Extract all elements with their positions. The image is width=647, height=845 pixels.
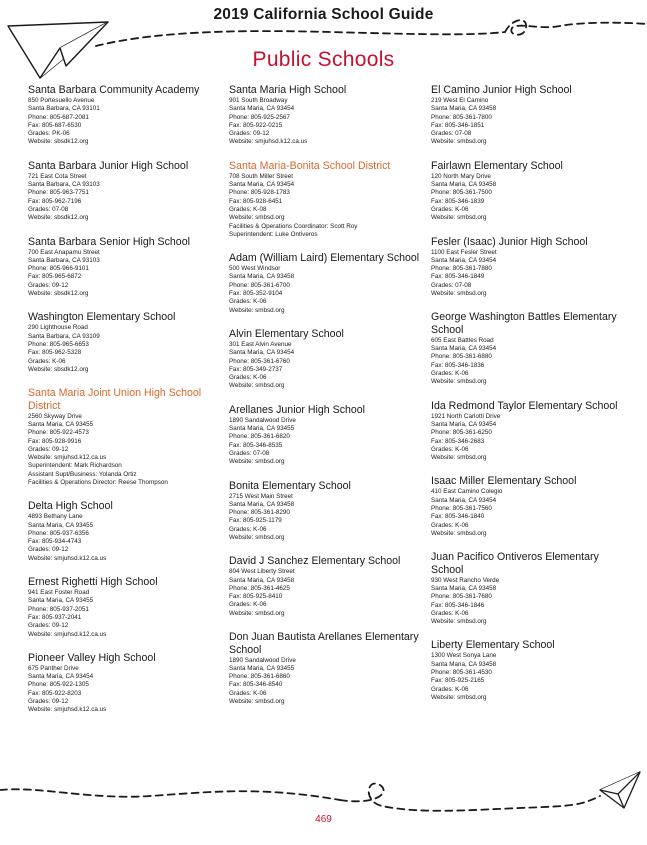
listing-detail-line: Fax: 805-925-8410 bbox=[229, 593, 283, 601]
school-listing bbox=[431, 639, 631, 702]
school-listing bbox=[431, 551, 631, 626]
school-name: Bonita Elementary School bbox=[229, 479, 351, 492]
listing-detail-line: 700 East Anapamu Street bbox=[28, 248, 100, 256]
school-name: Adam (William Laird) Elementary School bbox=[229, 252, 420, 265]
listing-detail-line: Fax: 805-346-1839 bbox=[431, 197, 485, 205]
school-name: Delta High School bbox=[28, 500, 113, 513]
school-listing bbox=[28, 500, 224, 563]
listing-column-1 bbox=[28, 84, 224, 728]
school-name: Arellanes Junior High School bbox=[229, 403, 366, 416]
listing-detail-line: Phone: 805-361-6880 bbox=[431, 353, 492, 361]
listing-detail-line: Santa Maria, CA 93458 bbox=[431, 181, 497, 189]
listing-detail-line: 804 West Liberty Street bbox=[229, 568, 295, 576]
listing-detail-line: Phone: 805-361-6820 bbox=[229, 433, 290, 441]
school-listing bbox=[229, 252, 426, 315]
listing-detail-line: Website: smbsd.org bbox=[229, 214, 285, 222]
district-name: Santa Maria-Bonita School District bbox=[229, 159, 391, 172]
listing-detail-line: 120 North Mary Drive bbox=[431, 172, 491, 180]
school-name: Isaac Miller Elementary School bbox=[431, 475, 577, 488]
listing-detail-line: Facilities & Operations Director: Reese Thompson bbox=[28, 479, 168, 486]
listing-detail-line: Fax: 805-346-1851 bbox=[431, 121, 485, 129]
school-listing bbox=[229, 631, 426, 706]
listing-detail-line: Fax: 805-352-9104 bbox=[229, 290, 283, 298]
listing-detail-line: Phone: 805-361-6250 bbox=[431, 429, 492, 437]
listing-detail-line: Santa Maria, CA 93454 bbox=[431, 256, 497, 264]
listing-detail-line: Fax: 805-346-8540 bbox=[229, 681, 283, 689]
listing-detail-line: Phone: 805-922-4573 bbox=[28, 429, 89, 437]
school-listing bbox=[431, 400, 631, 463]
listing-detail-line: Phone: 805-361-7880 bbox=[431, 265, 492, 273]
listing-detail-line: Grades: 09-12 bbox=[28, 622, 69, 630]
listing-detail-line: Website: smbsd.org bbox=[229, 458, 285, 466]
listing-detail-line: 901 South Broadway bbox=[229, 97, 288, 104]
school-name: Santa Maria High School bbox=[229, 84, 347, 96]
listing-detail-line: Phone: 805-928-1783 bbox=[229, 189, 290, 197]
listing-column-2 bbox=[229, 84, 426, 719]
section-title: Public Schools bbox=[252, 48, 395, 71]
district-listing bbox=[229, 160, 426, 239]
listing-detail-line: Website: smbsd.org bbox=[229, 698, 285, 706]
listing-detail-line: Santa Maria, CA 93458 bbox=[431, 660, 497, 668]
listing-detail-line: Phone: 805-361-7500 bbox=[431, 189, 492, 197]
listing-detail-line: 708 South Miller Street bbox=[229, 172, 294, 180]
school-name: George Washington Battles Elementary School bbox=[431, 311, 617, 336]
listing-detail-line: Grades: K-06 bbox=[431, 609, 469, 617]
listing-detail-line: 850 Portesuello Avenue bbox=[28, 97, 95, 104]
school-listing bbox=[229, 84, 426, 147]
listing-detail-line: Santa Maria, CA 93454 bbox=[431, 345, 497, 353]
listing-detail-line: Fax: 805-962-7196 bbox=[28, 197, 82, 205]
listing-detail-line: Fax: 805-346-1836 bbox=[431, 361, 485, 369]
school-listing bbox=[28, 576, 224, 639]
listing-detail-line: Grades: K-06 bbox=[28, 357, 66, 365]
school-name: Fairlawn Elementary School bbox=[431, 159, 563, 172]
listing-detail-line: Phone: 805-687-2081 bbox=[28, 113, 89, 121]
listing-detail-line: Phone: 805-965-6653 bbox=[28, 340, 89, 348]
listing-detail-line: Santa Maria, CA 93455 bbox=[28, 597, 94, 605]
listing-detail-line: Facilities & Operations Coordinator: Scott Roy bbox=[229, 222, 358, 230]
listing-column-3 bbox=[431, 84, 631, 715]
listing-detail-line: 2560 Skyway Drive bbox=[28, 412, 82, 420]
paper-airplane-small-icon bbox=[600, 772, 640, 808]
listing-detail-line: Santa Maria, CA 93454 bbox=[28, 673, 94, 681]
listing-detail-line: Fax: 805-925-2165 bbox=[431, 677, 485, 685]
school-name: Ida Redmond Taylor Elementary School bbox=[431, 399, 618, 412]
listing-detail-line: Website: sbsdk12.org bbox=[28, 214, 89, 222]
listing-detail-line: Website: smbsd.org bbox=[431, 214, 487, 222]
listing-detail-line: Grades: 09-12 bbox=[28, 445, 69, 453]
listing-detail-line: 219 West El Camino bbox=[431, 97, 489, 104]
listing-detail-line: Santa Maria, CA 93455 bbox=[229, 664, 295, 672]
school-listing bbox=[28, 311, 224, 374]
listing-detail-line: Website: smbsd.org bbox=[431, 290, 487, 298]
listing-detail-line: Santa Maria, CA 93455 bbox=[229, 425, 295, 433]
listing-detail-line: Website: smbsd.org bbox=[431, 618, 487, 626]
listing-detail-line: Grades: K-06 bbox=[229, 298, 267, 306]
listing-detail-line: Phone: 805-963-7751 bbox=[28, 189, 89, 197]
listing-detail-line: Santa Maria, CA 93454 bbox=[229, 349, 295, 357]
school-name: Santa Barbara Senior High School bbox=[28, 235, 190, 248]
listing-detail-line: Grades: 09-12 bbox=[28, 546, 69, 554]
listing-detail-line: Fax: 805-687-6530 bbox=[28, 121, 82, 129]
listing-detail-line: Website: smjuhsd.k12.ca.us bbox=[28, 706, 107, 714]
listing-detail-line: Grades: 09-12 bbox=[229, 130, 270, 138]
listing-detail-line: 1300 West Sonya Lane bbox=[431, 652, 497, 660]
listing-detail-line: Santa Maria, CA 93455 bbox=[28, 420, 94, 428]
school-listing bbox=[229, 404, 426, 467]
listing-detail-line: Website: smbsd.org bbox=[229, 306, 285, 314]
page-number: 469 bbox=[315, 814, 332, 825]
listing-detail-line: 721 East Cota Street bbox=[28, 172, 87, 180]
listing-detail-line: 301 East Alvin Avenue bbox=[229, 340, 292, 348]
listing-detail-line: Website: sbsdk12.org bbox=[28, 138, 89, 146]
listing-detail-line: Fax: 805-928-6451 bbox=[229, 197, 283, 205]
school-listing bbox=[28, 84, 224, 147]
listing-detail-line: Phone: 805-361-8290 bbox=[229, 509, 290, 517]
listing-detail-line: 2715 West Main Street bbox=[229, 492, 293, 500]
school-listing bbox=[229, 328, 426, 391]
listing-detail-line: Santa Maria, CA 93454 bbox=[229, 181, 295, 189]
listing-detail-line: Santa Maria, CA 93454 bbox=[431, 496, 497, 504]
school-listing bbox=[229, 480, 426, 543]
listing-detail-line: Fax: 805-349-2737 bbox=[229, 365, 283, 373]
school-name: Santa Barbara Junior High School bbox=[28, 159, 189, 172]
listing-detail-line: Phone: 805-361-7680 bbox=[431, 593, 492, 601]
listing-detail-line: 1921 North Carlotti Drive bbox=[431, 412, 501, 420]
listing-detail-line: Superintendent: Mark Richardson bbox=[28, 462, 122, 470]
listing-detail-line: Fax: 805-965-6872 bbox=[28, 273, 82, 281]
listing-detail-line: Grades: K-06 bbox=[229, 689, 267, 697]
listing-detail-line: Phone: 805-966-9101 bbox=[28, 265, 89, 273]
district-name: Santa Maria Joint Union High School District bbox=[28, 387, 202, 412]
school-name: David J Sanchez Elementary School bbox=[229, 555, 401, 568]
listing-detail-line: Fax: 805-922-8203 bbox=[28, 689, 82, 697]
listing-detail-line: Phone: 805-361-7800 bbox=[431, 113, 492, 121]
listing-detail-line: Fax: 805-962-5328 bbox=[28, 349, 82, 357]
school-name: Fesler (Isaac) Junior High School bbox=[431, 235, 588, 248]
listing-detail-line: Fax: 805-934-4743 bbox=[28, 538, 82, 546]
school-name: El Camino Junior High School bbox=[431, 84, 572, 96]
listing-detail-line: Phone: 805-361-6700 bbox=[229, 281, 290, 289]
listing-detail-line: 675 Panther Drive bbox=[28, 664, 79, 672]
listing-detail-line: Website: smjuhsd.k12.ca.us bbox=[229, 138, 308, 146]
listing-detail-line: Grades: K-06 bbox=[229, 601, 267, 609]
listing-detail-line: Grades: 07-08 bbox=[431, 281, 472, 289]
listing-detail-line: 290 Lighthouse Road bbox=[28, 324, 88, 332]
school-listing bbox=[28, 160, 224, 223]
listing-detail-line: Website: smjuhsd.k12.ca.us bbox=[28, 630, 107, 638]
listing-detail-line: Santa Barbara, CA 93109 bbox=[28, 332, 100, 340]
listing-detail-line: Grades: 07-08 bbox=[431, 130, 472, 138]
school-listing bbox=[28, 236, 224, 299]
listing-detail-line: Phone: 805-361-6760 bbox=[229, 357, 290, 365]
listing-detail-line: Santa Maria, CA 93458 bbox=[229, 500, 295, 508]
school-name: Pioneer Valley High School bbox=[28, 651, 156, 664]
listing-detail-line: Superintendent: Luke Ontiveros bbox=[229, 230, 318, 238]
listing-detail-line: Website: smjuhsd.k12.ca.us bbox=[28, 554, 107, 562]
listing-detail-line: 605 East Battles Road bbox=[431, 336, 494, 344]
listing-detail-line: Santa Barbara, CA 93101 bbox=[28, 105, 100, 113]
district-listing bbox=[28, 387, 224, 487]
school-name: Ernest Righetti High School bbox=[28, 576, 158, 589]
listing-detail-line: Phone: 805-937-2051 bbox=[28, 605, 89, 613]
listing-detail-line: Phone: 805-922-1305 bbox=[28, 681, 89, 689]
listing-detail-line: 4893 Bethany Lane bbox=[28, 513, 83, 521]
listing-detail-line: Fax: 805-346-1846 bbox=[431, 601, 485, 609]
listing-detail-line: Website: smbsd.org bbox=[229, 609, 285, 617]
listing-detail-line: Grades: K-06 bbox=[431, 445, 469, 453]
listing-detail-line: Fax: 805-922-0215 bbox=[229, 121, 283, 129]
listing-detail-line: Fax: 805-346-8535 bbox=[229, 441, 283, 449]
school-name: Washington Elementary School bbox=[28, 311, 176, 324]
listing-detail-line: Santa Maria, CA 93458 bbox=[431, 584, 497, 592]
listing-detail-line: Santa Maria, CA 93458 bbox=[431, 105, 497, 113]
guide-title: 2019 California School Guide bbox=[213, 6, 434, 23]
school-listing bbox=[431, 84, 631, 147]
listing-detail-line: Santa Barbara, CA 93103 bbox=[28, 181, 100, 189]
listing-detail-line: Website: sbsdk12.org bbox=[28, 290, 89, 298]
listing-detail-line: 930 West Rancho Verde bbox=[431, 576, 500, 584]
listing-detail-line: Website: smbsd.org bbox=[431, 454, 487, 462]
listing-detail-line: Fax: 805-346-1840 bbox=[431, 513, 485, 521]
listing-detail-line: Phone: 805-937-6356 bbox=[28, 529, 89, 537]
listing-detail-line: Grades: PK-06 bbox=[28, 130, 70, 138]
listing-detail-line: 410 East Camino Colegio bbox=[431, 488, 503, 496]
listing-detail-line: Grades: 09-12 bbox=[28, 281, 69, 289]
school-listing bbox=[28, 652, 224, 715]
listing-detail-line: Website: smjuhsd.k12.ca.us bbox=[28, 454, 107, 462]
listing-detail-line: Santa Maria, CA 93458 bbox=[229, 576, 295, 584]
listing-detail-line: Santa Maria, CA 93454 bbox=[229, 105, 295, 113]
listing-detail-line: 941 East Foster Road bbox=[28, 589, 90, 597]
listing-detail-line: Fax: 805-346-1849 bbox=[431, 273, 485, 281]
listing-detail-line: Website: sbsdk12.org bbox=[28, 365, 89, 373]
listing-detail-line: Santa Barbara, CA 93103 bbox=[28, 256, 100, 264]
listing-detail-line: Assistant Supt/Business: Yolanda Ortiz bbox=[28, 470, 137, 478]
listing-detail-line: Phone: 805-361-7560 bbox=[431, 505, 492, 512]
school-listing bbox=[431, 160, 631, 223]
listing-detail-line: Website: smbsd.org bbox=[229, 533, 285, 541]
listing-detail-line: Santa Maria, CA 93458 bbox=[229, 273, 295, 281]
listing-detail-line: Phone: 805-925-2567 bbox=[229, 113, 290, 121]
listing-detail-line: Grades: K-06 bbox=[431, 205, 469, 213]
listing-detail-line: Grades: 07-08 bbox=[28, 205, 69, 213]
listing-detail-line: 1890 Sandalwood Drive bbox=[229, 656, 296, 664]
listing-detail-line: Grades: K-06 bbox=[431, 521, 469, 529]
listing-detail-line: Website: smbsd.org bbox=[229, 382, 285, 390]
listing-detail-line: Grades: K-06 bbox=[431, 685, 469, 693]
listing-detail-line: 500 West Windsor bbox=[229, 265, 281, 273]
listing-detail-line: Grades: K-06 bbox=[229, 525, 267, 533]
listing-detail-line: Website: smbsd.org bbox=[431, 138, 487, 146]
listing-detail-line: Website: smbsd.org bbox=[431, 693, 487, 701]
school-name: Don Juan Bautista Arellanes Elementary School bbox=[229, 631, 419, 656]
listing-detail-line: Santa Maria, CA 93455 bbox=[28, 521, 94, 529]
listing-detail-line: Grades: 07-08 bbox=[229, 449, 270, 457]
school-name: Liberty Elementary School bbox=[431, 639, 555, 652]
listing-detail-line: Phone: 805-361-4625 bbox=[229, 584, 290, 592]
school-listing bbox=[229, 555, 426, 618]
listing-detail-line: Grades: K-08 bbox=[229, 205, 267, 213]
listing-detail-line: Phone: 805-361-6860 bbox=[229, 673, 290, 681]
school-listing bbox=[431, 311, 631, 386]
listing-detail-line: Fax: 805-925-1179 bbox=[229, 517, 282, 525]
listing-detail-line: 1890 Sandalwood Drive bbox=[229, 416, 296, 424]
listing-detail-line: Fax: 805-937-2041 bbox=[28, 613, 82, 621]
listing-detail-line: Website: smbsd.org bbox=[431, 378, 487, 386]
listing-detail-line: Grades: K-06 bbox=[431, 370, 469, 378]
listing-detail-line: Phone: 805-361-4530 bbox=[431, 669, 492, 677]
school-name: Santa Barbara Community Academy bbox=[28, 84, 200, 96]
school-name: Juan Pacifico Ontiveros Elementary School bbox=[431, 551, 599, 576]
listing-detail-line: 1100 East Fesler Street bbox=[431, 248, 497, 256]
listing-detail-line: Grades: K-06 bbox=[229, 374, 267, 382]
school-name: Alvin Elementary School bbox=[229, 327, 344, 340]
listing-detail-line: Grades: 09-12 bbox=[28, 698, 69, 706]
listing-detail-line: Fax: 805-928-9916 bbox=[28, 437, 82, 445]
listing-detail-line: Fax: 805-346-2683 bbox=[431, 437, 485, 445]
listing-detail-line: Santa Maria, CA 93454 bbox=[431, 420, 497, 428]
listing-detail-line: Website: smbsd.org bbox=[431, 529, 487, 537]
school-listing bbox=[431, 236, 631, 299]
school-listing bbox=[431, 475, 631, 538]
